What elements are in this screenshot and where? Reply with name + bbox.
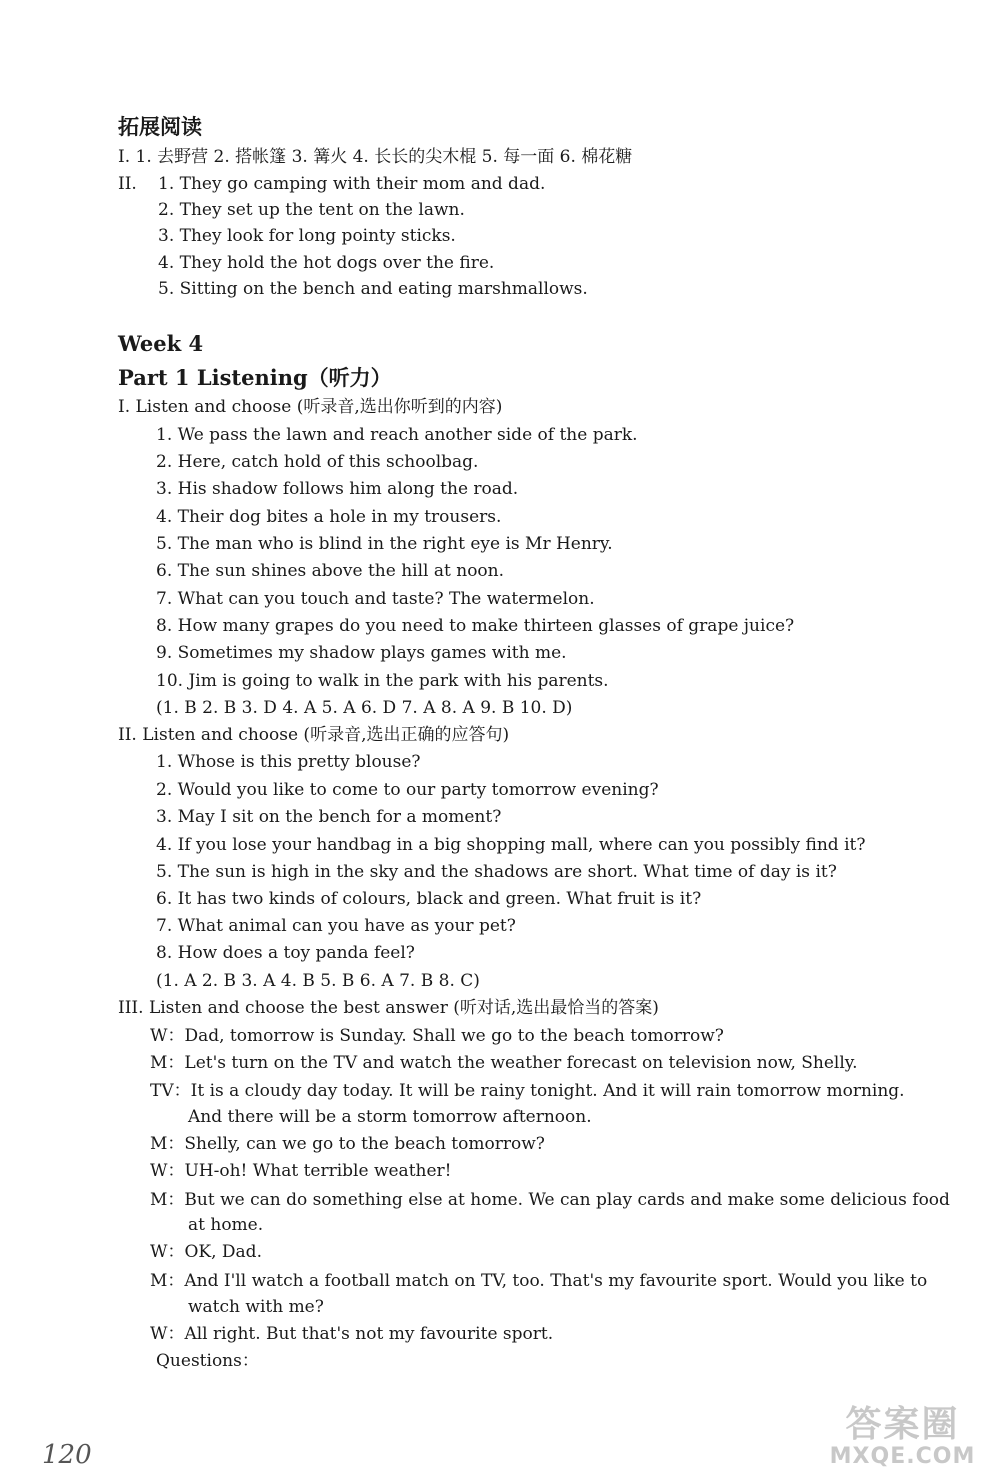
section-ii-item: 4. If you lose your handbag in a big shopping mall, where can you possibly find it?	[156, 835, 866, 855]
section-ii-item: 8. How does a toy panda feel?	[156, 943, 415, 963]
dialogue-line: watch with me?	[188, 1297, 324, 1317]
ext-reading-part-i: I. 1. 去野营 2. 搭帐篷 3. 篝火 4. 长长的尖木棍 5. 每一面 6. 棉花糖	[118, 147, 633, 167]
section-i-item: 6. The sun shines above the hill at noon.	[156, 561, 505, 581]
dialogue-line: And there will be a storm tomorrow afternoon.	[188, 1107, 592, 1127]
section-title-extended-reading: 拓展阅读	[118, 114, 202, 139]
watermark-top: 答案圈	[845, 1404, 960, 1445]
dialogue-line: TV：It is a cloudy day today. It will be rainy tonight. And it will rain tomorrow morning.	[150, 1081, 905, 1101]
section-i-item: 2. Here, catch hold of this schoolbag.	[156, 452, 479, 472]
page-number: 120	[42, 1440, 92, 1470]
dialogue-line: M：Shelly, can we go to the beach tomorrow?	[150, 1134, 545, 1154]
dialogue-line: M：Let's turn on the TV and watch the weather forecast on television now, Shelly.	[150, 1053, 858, 1073]
section-i-header: I. Listen and choose (听录音,选出你听到的内容)	[118, 397, 503, 417]
week-heading: Week 4	[118, 331, 204, 356]
section-ii-answers: (1. A 2. B 3. A 4. B 5. B 6. A 7. B 8. C)	[156, 971, 480, 991]
section-ii-item: 3. May I sit on the bench for a moment?	[156, 807, 502, 827]
watermark	[815, 1405, 990, 1475]
section-i-item: 10. Jim is going to walk in the park with his parents.	[156, 671, 609, 691]
section-i-item: 1. We pass the lawn and reach another side of the park.	[156, 425, 638, 445]
dialogue-line: at home.	[188, 1215, 264, 1235]
dialogue-line: W：All right. But that's not my favourite sport.	[150, 1324, 554, 1344]
section-i-item: 3. His shadow follows him along the road.	[156, 479, 519, 499]
section-ii-item: 6. It has two kinds of colours, black and green. What fruit is it?	[156, 889, 702, 909]
section-i-item: 5. The man who is blind in the right eye is Mr Henry.	[156, 534, 613, 554]
ext-reading-ii-item: 2. They set up the tent on the lawn.	[158, 200, 465, 220]
ext-reading-ii-item: 4. They hold the hot dogs over the fire.	[158, 253, 495, 273]
section-i-item: 9. Sometimes my shadow plays games with me.	[156, 643, 567, 663]
ext-reading-part-ii-marker: II.	[118, 174, 137, 194]
part-heading: Part 1 Listening（听力）	[118, 365, 392, 390]
section-ii-item: 5. The sun is high in the sky and the shadows are short. What time of day is it?	[156, 862, 837, 882]
section-i-item: 7. What can you touch and taste? The watermelon.	[156, 589, 595, 609]
dialogue-line: W：Dad, tomorrow is Sunday. Shall we go to the beach tomorrow?	[150, 1026, 724, 1046]
section-ii-item: 7. What animal can you have as your pet?	[156, 916, 516, 936]
watermark-bottom: MXQE.COM	[829, 1444, 976, 1469]
ext-reading-ii-item: 3. They look for long pointy sticks.	[158, 226, 456, 246]
dialogue-line: M：But we can do something else at home. We can play cards and make some delicious food	[150, 1190, 950, 1210]
dialogue-line: W：OK, Dad.	[150, 1242, 262, 1262]
section-i-item: 4. Their dog bites a hole in my trousers.	[156, 507, 502, 527]
section-i-item: 8. How many grapes do you need to make thirteen glasses of grape juice?	[156, 616, 795, 636]
section-ii-item: 2. Would you like to come to our party tomorrow evening?	[156, 780, 659, 800]
section-i-answers: (1. B 2. B 3. D 4. A 5. A 6. D 7. A 8. A 9. B 10. D)	[156, 698, 573, 718]
ext-reading-ii-item: 5. Sitting on the bench and eating marshmallows.	[158, 279, 588, 299]
ext-reading-ii-item: 1. They go camping with their mom and dad.	[158, 174, 546, 194]
dialogue-line: M：And I'll watch a football match on TV, too. That's my favourite sport. Would you like to	[150, 1271, 928, 1291]
section-ii-header: II. Listen and choose (听录音,选出正确的应答句)	[118, 725, 510, 745]
section-iii-header: III. Listen and choose the best answer (听对话,选出最恰当的答案)	[118, 998, 659, 1018]
section-ii-item: 1. Whose is this pretty blouse?	[156, 752, 421, 772]
dialogue-line: W：UH-oh! What terrible weather!	[150, 1161, 452, 1181]
questions-label: Questions：	[156, 1351, 259, 1371]
